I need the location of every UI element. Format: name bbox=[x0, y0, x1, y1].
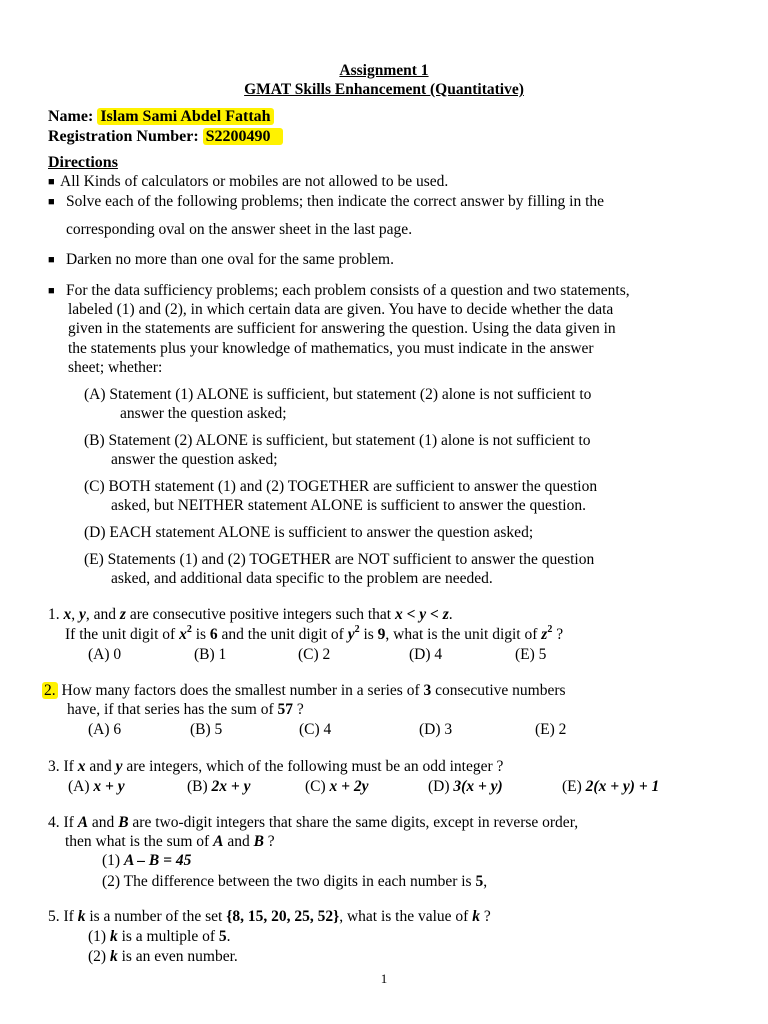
var-x: x bbox=[63, 606, 72, 623]
text: 5. If bbox=[48, 908, 78, 925]
directions-bullet-2-cont: corresponding oval on the answer sheet in the last page. bbox=[66, 221, 413, 238]
text: and bbox=[85, 758, 116, 775]
exponent: 2 bbox=[547, 623, 553, 635]
text: . bbox=[226, 928, 231, 945]
text: is a number of the set bbox=[85, 908, 227, 925]
var-k: k bbox=[109, 928, 118, 945]
var-z: z bbox=[119, 606, 126, 623]
text: ? bbox=[552, 626, 564, 643]
bullet-text: For the data sufficiency problems; each problem consists of a question and two statements, bbox=[66, 282, 630, 299]
q2-option-b[interactable]: (B) 5 bbox=[190, 721, 223, 738]
number: 9 bbox=[377, 626, 386, 643]
text: 3. If bbox=[48, 758, 78, 775]
number: 5 bbox=[218, 928, 227, 945]
choice-B-line-1: (B) Statement (2) ALONE is sufficient, but statement (1) alone is not sufficient to bbox=[84, 432, 591, 449]
var-y: y bbox=[79, 606, 86, 623]
directions-bullet-1 bbox=[48, 172, 448, 192]
registration-line bbox=[48, 127, 283, 146]
inequality: x < y < z bbox=[394, 606, 449, 623]
var-z: z bbox=[541, 626, 548, 643]
text: ? bbox=[263, 833, 275, 850]
option-expression: 3(x + y) bbox=[453, 778, 503, 795]
var-y: y bbox=[347, 626, 355, 643]
course-title: GMAT Skills Enhancement (Quantitative) bbox=[244, 81, 524, 98]
choice-D-line-1: (D) EACH statement ALONE is sufficient to answer the question asked; bbox=[84, 524, 534, 541]
directions-bullet-4-line-2: labeled (1) and (2), in which certain data are given. You have to decide whether the data bbox=[68, 301, 614, 318]
var-y: y bbox=[115, 758, 123, 775]
text: is bbox=[191, 626, 210, 643]
text: then what is the sum of bbox=[65, 833, 214, 850]
text: How many factors does the smallest number in a series of bbox=[57, 682, 424, 699]
directions-bullet-3 bbox=[48, 250, 394, 270]
bullet-text: Solve each of the following problems; then indicate the correct answer by filling in the bbox=[66, 193, 605, 210]
number: 5 bbox=[475, 873, 484, 890]
choice-E-line-2: asked, and additional data specific to the problem are needed. bbox=[111, 570, 493, 587]
bullet-text: All Kinds of calculators or mobiles are not allowed to be used. bbox=[60, 173, 449, 190]
option-label: (E) bbox=[562, 778, 586, 795]
q3-option-a[interactable] bbox=[68, 777, 125, 796]
var-a: A bbox=[77, 814, 89, 831]
choice-E-line-1: (E) Statements (1) and (2) TOGETHER are NOT sufficient to answer the question bbox=[84, 551, 595, 568]
text: (2) The difference between the two digits in each number is bbox=[102, 873, 476, 890]
option-label: (C) bbox=[305, 778, 330, 795]
q3-option-b[interactable] bbox=[187, 777, 251, 796]
name-value: Islam Sami Abdel Fattah bbox=[97, 108, 273, 125]
number: 6 bbox=[209, 626, 218, 643]
choice-B-line-2: answer the question asked; bbox=[111, 451, 278, 468]
q1-option-d[interactable]: (D) 4 bbox=[409, 646, 443, 663]
q2-option-a[interactable]: (A) 6 bbox=[88, 721, 122, 738]
option-label: (A) bbox=[68, 778, 94, 795]
q5-statement-1 bbox=[88, 927, 231, 946]
q5-statement-2 bbox=[88, 947, 238, 966]
q1-option-b[interactable]: (B) 1 bbox=[194, 646, 227, 663]
var-k: k bbox=[77, 908, 86, 925]
q2-option-e[interactable]: (E) 2 bbox=[535, 721, 567, 738]
q1-line-1 bbox=[48, 605, 453, 624]
text: If the unit digit of bbox=[65, 626, 180, 643]
directions-bullet-2 bbox=[48, 192, 604, 212]
choice-C-line-1: (C) BOTH statement (1) and (2) TOGETHER are sufficient to answer the question bbox=[84, 478, 598, 495]
text: and the unit digit of bbox=[217, 626, 348, 643]
number: 57 bbox=[277, 701, 293, 718]
var-k: k bbox=[472, 908, 480, 925]
bullet-icon: ■ bbox=[48, 176, 55, 188]
q1-line-2 bbox=[65, 625, 563, 644]
bullet-text: Darken no more than one oval for the same problem. bbox=[66, 251, 394, 268]
choice-A-line-2: answer the question asked; bbox=[120, 405, 287, 422]
q2-line-2 bbox=[67, 700, 304, 719]
text: ? bbox=[479, 908, 491, 925]
q3-option-e[interactable] bbox=[562, 777, 659, 796]
text: and bbox=[223, 833, 254, 850]
choice-A-line-1: (A) Statement (1) ALONE is sufficient, but statement (2) alone is not sufficient to bbox=[84, 386, 592, 403]
option-expression: 2x + y bbox=[211, 778, 251, 795]
text: 4. If bbox=[48, 814, 78, 831]
var-k: k bbox=[109, 948, 118, 965]
text: . bbox=[448, 606, 453, 623]
option-expression: x + y bbox=[93, 778, 125, 795]
var-a: A bbox=[213, 833, 224, 850]
registration-label: Registration Number: bbox=[48, 128, 199, 145]
q1-option-c[interactable]: (C) 2 bbox=[298, 646, 331, 663]
text: ? bbox=[292, 701, 304, 718]
text: are integers, which of the following must be an odd integer ? bbox=[122, 758, 504, 775]
q4-line-2 bbox=[65, 832, 275, 851]
directions-bullet-4-line-3: given in the statements are sufficient for answering the question. Using the data given in bbox=[68, 320, 616, 337]
text: and bbox=[88, 814, 119, 831]
directions-bullet-4 bbox=[48, 281, 630, 301]
number: 3 bbox=[423, 682, 432, 699]
q1-option-e[interactable]: (E) 5 bbox=[515, 646, 547, 663]
assignment-title: Assignment 1 bbox=[339, 62, 429, 79]
var-x: x bbox=[179, 626, 187, 643]
directions-bullet-4-line-5: sheet; whether: bbox=[68, 359, 163, 376]
option-label: (D) bbox=[428, 778, 454, 795]
number-set: {8, 15, 20, 25, 52} bbox=[226, 908, 340, 925]
name-label: Name: bbox=[48, 108, 94, 125]
option-expression: x + 2y bbox=[329, 778, 369, 795]
q2-number: 2. bbox=[44, 682, 56, 699]
statement-label: (1) bbox=[88, 928, 110, 945]
q4-line-1 bbox=[48, 813, 578, 832]
q2-line-1 bbox=[42, 681, 566, 700]
q2-option-d[interactable]: (D) 3 bbox=[419, 721, 453, 738]
page-number: 1 bbox=[380, 971, 388, 986]
registration-value: S2200490 bbox=[203, 128, 283, 145]
bullet-icon: ■ bbox=[48, 254, 55, 266]
choice-C-line-2: asked, but NEITHER statement ALONE is sufficient to answer the question. bbox=[111, 497, 586, 514]
statement-label: (2) bbox=[88, 948, 110, 965]
text: , what is the unit digit of bbox=[385, 626, 542, 643]
q1-option-a[interactable]: (A) 0 bbox=[88, 646, 122, 663]
q4-statement-2 bbox=[102, 872, 487, 891]
var-b: B bbox=[253, 833, 264, 850]
q1-number: 1. bbox=[48, 606, 60, 623]
bullet-icon: ■ bbox=[48, 285, 55, 297]
q3-option-d[interactable] bbox=[428, 777, 503, 796]
text: , what is the value of bbox=[339, 908, 473, 925]
text: , bbox=[483, 873, 488, 890]
text: have, if that series has the sum of bbox=[67, 701, 278, 718]
text: are consecutive positive integers such that bbox=[125, 606, 395, 623]
statement-label: (1) bbox=[102, 852, 124, 869]
text: is bbox=[359, 626, 378, 643]
bullet-icon: ■ bbox=[48, 196, 55, 208]
directions-heading: Directions bbox=[48, 154, 118, 171]
q4-statement-1 bbox=[102, 851, 191, 870]
exponent: 2 bbox=[186, 623, 192, 635]
text: , bbox=[71, 606, 79, 623]
q3-option-c[interactable] bbox=[305, 777, 369, 796]
var-b: B bbox=[118, 814, 129, 831]
option-expression: 2(x + y) + 1 bbox=[585, 778, 660, 795]
text: are two-digit integers that share the same digits, except in reverse order, bbox=[128, 814, 579, 831]
text: consecutive numbers bbox=[431, 682, 566, 699]
exponent: 2 bbox=[354, 623, 360, 635]
option-label: (B) bbox=[187, 778, 212, 795]
text: , and bbox=[85, 606, 120, 623]
name-line bbox=[48, 107, 274, 126]
statement-expression: A – B = 45 bbox=[123, 852, 192, 869]
directions-bullet-4-line-4: the statements plus your knowledge of mathematics, you must indicate in the answer bbox=[68, 340, 594, 357]
q2-option-c[interactable]: (C) 4 bbox=[299, 721, 332, 738]
q3-line-1 bbox=[48, 757, 503, 776]
q5-line-1 bbox=[48, 907, 491, 926]
var-x: x bbox=[77, 758, 86, 775]
text: is a multiple of bbox=[117, 928, 219, 945]
text: is an even number. bbox=[117, 948, 238, 965]
